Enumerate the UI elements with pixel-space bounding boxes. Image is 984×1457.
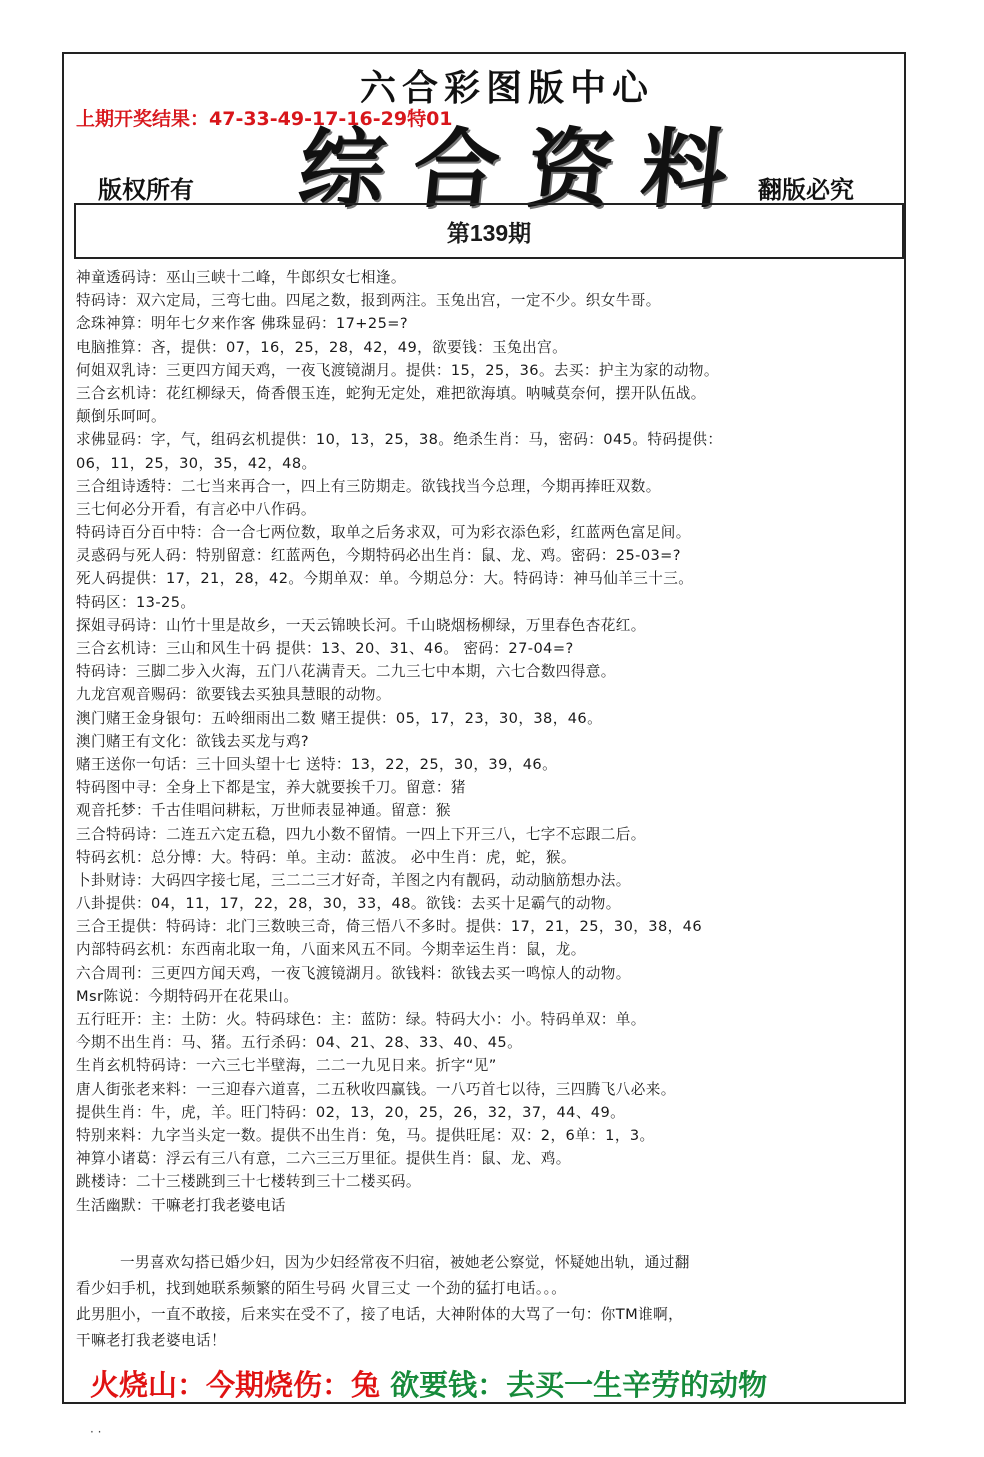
content-line: 六合周刊：三更四方闻天鸡，一夜飞渡镜湖月。欲钱料：欲钱去买一鸣惊人的动物。 [76, 964, 631, 982]
content-line: 澳门赌王金身银句：五岭细雨出二数 赌王提供：05，17，23，30，38，46。 [76, 709, 603, 727]
content-line: 特码诗：双六定局，三弯七曲。四尾之数，报到两注。玉兔出宫，一定不少。织女牛哥。 [76, 292, 661, 310]
content-line: 三合组诗透特：二七当来再合一，四上有三防期走。欲钱找当今总理，今期再捧旺双数。 [76, 477, 661, 495]
story-line: 干嘛老打我老婆电话！ [76, 1332, 226, 1349]
content-line: 三合玄机诗：三山和风生十码 提供：13、20、31、46。 密码：27-04=? [76, 640, 574, 657]
content-line: 电脑推算：吝，提供：07，16，25，28，42，49，欲要钱：玉兔出宫。 [76, 338, 568, 356]
content-line: 特码诗：三脚二步入火海，五门八花满青天。二九三七中本期，六七合数四得意。 [76, 663, 616, 681]
story-line: 此男胆小，一直不敢接，后来实在受不了，接了电话，大神附体的大骂了一句：你TM谁啊， [76, 1306, 684, 1323]
corner-dots: · · [90, 1425, 102, 1439]
content-line: 今期不出生肖：马、猪。五行杀码：04、21、28、33、40、45。 [76, 1034, 523, 1052]
content-line: 三合特码诗：二连五六定五稳，四九小数不留情。一四上下开三八，七字不忘跟二后。 [76, 825, 646, 843]
piracy-warning: 翻版必究 [758, 176, 854, 204]
content-line: 八卦提供：04，11，17，22，28，30，33，48。欲钱：去买十足霸气的动物。 [76, 895, 621, 913]
content-line: 三合王提供：特码诗：北门三数映三奇，倚三悟八不多时。提供：17，21，25，30，38，46 [76, 918, 703, 936]
content-line: 特码诗百分百中特：合一合七两位数，取单之后务求双，可为彩衣添色彩，红蓝两色富足间。 [76, 524, 691, 542]
content-line: Msr陈说：今期特码开在花果山。 [76, 987, 299, 1005]
content-line: 特码玄机：总分博：大。特码：单。主动：蓝波。 必中生肖：虎，蛇，猴。 [76, 848, 576, 866]
content-line: 特码区：13-25。 [76, 593, 196, 611]
content-list [76, 266, 901, 1217]
content-line: 提供生肖：牛，虎，羊。旺门特码：02，13，20，25，26，32，37，44、49。 [76, 1103, 626, 1121]
story-line: 一男喜欢勾搭已婚少妇，因为少妇经常夜不归宿，被她老公察觉，怀疑她出轨，通过翻 [120, 1254, 690, 1271]
banner-buy-text: 欲要钱：去买一生辛劳的动物 [390, 1368, 768, 1402]
content-line: 生肖玄机特码诗：一六三七半壁海，二二一九见日来。折字“见” [76, 1057, 497, 1075]
content-line: 念珠神算：明年七夕来作客 佛珠显码：17+25=? [76, 315, 409, 333]
issue-box [74, 203, 904, 259]
banner-burn-text: 火烧山：今期烧伤：兔 [90, 1368, 381, 1402]
content-line: 神童透码诗：巫山三峡十二峰，牛郎织女七相逢。 [76, 269, 406, 286]
content-line: 灵惑码与死人码：特别留意：红蓝两色，今期特码必出生肖：鼠、龙、鸡。密码：25-03=? [76, 547, 681, 565]
content-line: 死人码提供：17，21，28，42。今期单双：单。今期总分：大。特码诗：神马仙羊三十三。 [76, 570, 694, 588]
content-line: 何姐双乳诗：三更四方闻天鸡，一夜飞渡镜湖月。提供：15，25，36。去买：护主为家的动物。 [76, 361, 719, 379]
content-line: 九龙宫观音赐码：欲要钱去买独具慧眼的动物。 [76, 686, 391, 704]
center-name: 六合彩图版中心 [360, 67, 655, 109]
content-line: 神算小诸葛：浮云有三八有意，二六三三万里征。提供生肖：鼠、龙、鸡。 [76, 1150, 571, 1168]
main-title: 综合资料 [293, 119, 761, 220]
content-line: 特别来料：九字当头定一数。提供不出生肖：兔，马。提供旺尾：双：2，6单：1，3。 [76, 1126, 655, 1144]
content-line: 卜卦财诗：大码四字接七尾，三二二三才好奇，羊图之内有靓码，动动脑筋想办法。 [76, 871, 631, 889]
content-line: 五行旺开：主：土防：火。特码球色：主：蓝防：绿。特码大小：小。特码单双：单。 [76, 1011, 646, 1028]
issue-number: 第139期 [446, 219, 532, 246]
content-line: 内部特码玄机：东西南北取一角，八面来风五不同。今期幸运生肖：鼠，龙。 [76, 941, 586, 959]
content-line: 唐人街张老来料：一三迎春六道喜，二五秋收四赢钱。一八巧首七以待，三四腾飞八必来。 [76, 1080, 676, 1098]
content-line: 生活幽默：干嘛老打我老婆电话 [76, 1196, 286, 1214]
content-line: 求佛显码：字，气，组码玄机提供：10，13，25，38。绝杀生肖：马，密码：045。特码提供： [76, 431, 723, 449]
story-line: 看少妇手机，找到她联系频繁的陌生号码 火冒三丈 一个劲的猛打电话。。。 [76, 1280, 567, 1297]
content-line: 探姐寻码诗：山竹十里是故乡，一天云锦映长河。千山晓烟杨柳绿，万里春色杏花红。 [76, 616, 646, 634]
content-line: 跳楼诗：二十三楼跳到三十七楼转到三十二楼买码。 [76, 1173, 421, 1191]
content-line: 观音托梦：千古佳唱问耕耘，万世师表显神通。留意：猴 [76, 802, 451, 820]
content-line: 06，11，25，30，35，42，48。 [76, 454, 317, 472]
content-line: 特码图中寻：全身上下都是宝，养大就要挨千刀。留意：猪 [76, 779, 466, 797]
bottom-banner [90, 1363, 767, 1404]
content-line: 颠倒乐呵呵。 [76, 408, 166, 426]
copyright-notice: 版权所有 [98, 176, 194, 204]
content-line: 赌王送你一句话：三十回头望十七 送特：13，22，25，30，39，46。 [76, 755, 558, 773]
content-line: 三合玄机诗：花红柳绿天，倚香偎玉连，蛇狗无定处，难把欲海填。呐喊莫奈何，摆开队伍战。 [76, 384, 706, 402]
humor-story [76, 1250, 901, 1354]
content-line: 澳门赌王有文化：欲钱去买龙与鸡? [76, 732, 310, 750]
last-draw-result: 上期开奖结果：47-33-49-17-16-29特01 [76, 108, 453, 130]
content-line: 三七何必分开看，有言必中八作码。 [76, 500, 316, 518]
